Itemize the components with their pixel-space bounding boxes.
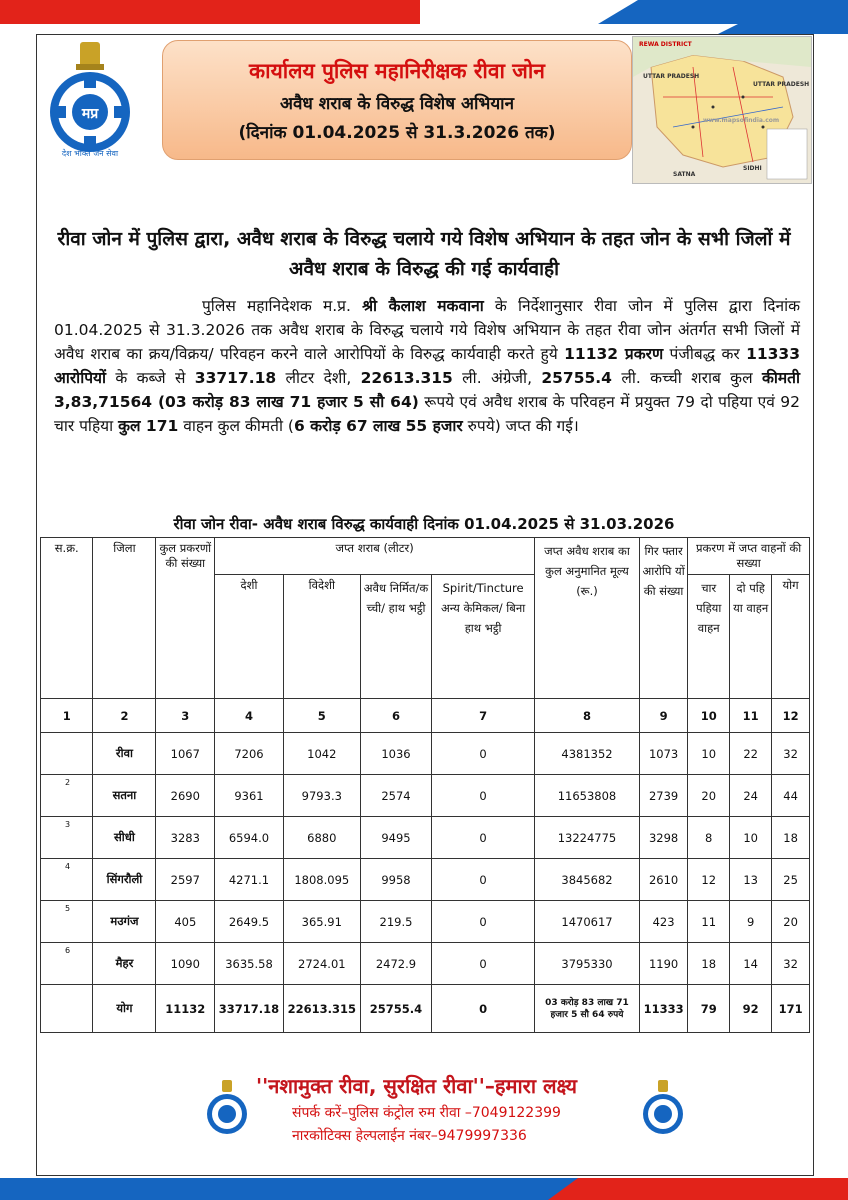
body-text: के कब्जे से [106, 369, 195, 387]
header-videshi: विदेशी [283, 575, 360, 699]
row-desi: 2649.5 [215, 901, 284, 943]
rewa-district-map [632, 36, 812, 184]
table-row [41, 859, 810, 901]
row-spirit: 0 [432, 817, 535, 859]
desi-litres: 33717.18 [194, 369, 277, 387]
row-videshi: 6880 [283, 817, 360, 859]
row-two-wheeler: 22 [730, 733, 772, 775]
row-four-wheeler: 18 [688, 943, 730, 985]
header-total: योग [772, 575, 810, 699]
header-arrested: गिर फ्तार आरोपि यों की संख्या [639, 538, 687, 699]
row-total: 25 [772, 859, 810, 901]
row-videshi: 365.91 [283, 901, 360, 943]
col-number: 11 [730, 699, 772, 733]
header-district: जिला [93, 538, 156, 699]
footer-helpline: नारकोटिक्स हेल्पलाईन नंबर–9479997336 [292, 1128, 527, 1144]
footer-contact: संपर्क करें–पुलिस कंट्रोल रुम रीवा –7049122399 [292, 1105, 561, 1121]
total-total: 171 [772, 985, 810, 1033]
row-desi: 7206 [215, 733, 284, 775]
row-sno: 3 [41, 817, 93, 859]
vehicle-value: 6 करोड़ 67 लाख 55 हजार [293, 417, 463, 435]
top-red-band [0, 0, 420, 24]
row-sno: 2 [41, 775, 93, 817]
row-spirit: 0 [432, 859, 535, 901]
body-paragraph [54, 294, 800, 438]
header-seized: जप्त शराब (लीटर) [215, 538, 535, 575]
col-number: 2 [93, 699, 156, 733]
header-cases: कुल प्रकरणों की संख्या [156, 538, 215, 699]
row-value: 3795330 [535, 943, 640, 985]
header-spirit: Spirit/Tincture अन्य केमिकल/ बिना हाथ भट्ठी [432, 575, 535, 699]
map-label: UTTAR PRADESH [753, 81, 810, 88]
total-arrested: 11333 [639, 985, 687, 1033]
row-cases: 1067 [156, 733, 215, 775]
col-number: 1 [41, 699, 93, 733]
body-text: के निर्देशानुसार रीवा जोन में पुलिस द्वारा दिनांक 01.04.2025 से 31.3.2026 तक अवैध शराब के विरुद्ध चलाये गये विशेष अभियान के तहत रीवा जोन अंतर्गत सभी जिलों में अवैध शराब का क्रय/विक्रय/ परिवहन करने वाले आरोपियों के विरुद्ध कार्यवाही करते हुये [54, 297, 801, 363]
map-label: SIDHI [743, 165, 762, 172]
table-row [41, 775, 810, 817]
row-four-wheeler: 11 [688, 901, 730, 943]
total-sno [41, 985, 93, 1033]
bottom-red-band [548, 1178, 848, 1200]
total-kachchi: 25755.4 [360, 985, 431, 1033]
row-kachchi: 9958 [360, 859, 431, 901]
col-number: 5 [283, 699, 360, 733]
row-cases: 2597 [156, 859, 215, 901]
row-spirit: 0 [432, 901, 535, 943]
body-text: पुलिस महानिदेशक म.प्र. [202, 297, 363, 315]
total-two-wheeler: 92 [730, 985, 772, 1033]
col-number: 7 [432, 699, 535, 733]
seizure-table [40, 537, 810, 1033]
row-videshi: 1042 [283, 733, 360, 775]
row-desi: 9361 [215, 775, 284, 817]
table-row [41, 733, 810, 775]
row-four-wheeler: 20 [688, 775, 730, 817]
row-two-wheeler: 24 [730, 775, 772, 817]
map-label: UTTAR PRADESH [643, 73, 700, 80]
accused-count: 11333 आरोपियों [54, 345, 800, 387]
english-litres: 22613.315 [360, 369, 453, 387]
total-desi: 33717.18 [215, 985, 284, 1033]
row-arrested: 2610 [639, 859, 687, 901]
campaign-period: (दिनांक 01.04.2025 से 31.3.2026 तक) [238, 123, 556, 143]
map-label: REWA DISTRICT [639, 41, 692, 48]
row-arrested: 3298 [639, 817, 687, 859]
row-two-wheeler: 14 [730, 943, 772, 985]
body-text: वाहन कुल कीमती ( [178, 417, 294, 435]
row-two-wheeler: 10 [730, 817, 772, 859]
row-district: मैहर [93, 943, 156, 985]
row-sno: 5 [41, 901, 93, 943]
row-kachchi: 219.5 [360, 901, 431, 943]
total-label: योग [93, 985, 156, 1033]
row-cases: 2690 [156, 775, 215, 817]
header-two-wheeler: दो पहि या वाहन [730, 575, 772, 699]
total-cases: 11132 [156, 985, 215, 1033]
col-number: 6 [360, 699, 431, 733]
cases-count: 11132 प्रकरण [564, 345, 664, 363]
kachchi-litres: 25755.4 [541, 369, 612, 387]
top-blue-band-accent [718, 24, 848, 34]
row-total: 20 [772, 901, 810, 943]
row-total: 32 [772, 733, 810, 775]
header-four-wheeler: चार पहिया वाहन [688, 575, 730, 699]
body-text: रूपये एवं अवैध शराब के परिवहन में प्रयुक्त 79 दो पहिया एवं 92 चार पहिया [54, 393, 800, 435]
map-label: SATNA [673, 171, 696, 178]
column-number-row [41, 699, 810, 733]
row-district: सिंगरौली [93, 859, 156, 901]
col-number: 10 [688, 699, 730, 733]
row-two-wheeler: 9 [730, 901, 772, 943]
total-four-wheeler: 79 [688, 985, 730, 1033]
row-four-wheeler: 8 [688, 817, 730, 859]
total-value: कीमती 3,83,71564 (03 करोड़ 83 लाख 71 हजार 5 सौ 64) [54, 369, 800, 411]
row-district: सतना [93, 775, 156, 817]
total-row [41, 985, 810, 1033]
row-spirit: 0 [432, 775, 535, 817]
total-value: 03 करोड़ 83 लाख 71 हजार 5 सौ 64 रुपये [535, 985, 640, 1033]
header-banner [162, 40, 632, 160]
header-value: जप्त अवैध शराब का कुल अनुमानित मूल्य (रू.) [535, 538, 640, 699]
body-text: ली. कच्ची शराब कुल [611, 369, 762, 387]
row-videshi: 2724.01 [283, 943, 360, 985]
row-arrested: 2739 [639, 775, 687, 817]
row-total: 44 [772, 775, 810, 817]
row-value: 1470617 [535, 901, 640, 943]
row-kachchi: 9495 [360, 817, 431, 859]
body-text: रुपये) जप्त की गई। [462, 417, 579, 435]
row-kachchi: 2472.9 [360, 943, 431, 985]
vehicle-count: कुल 171 [118, 417, 179, 435]
header-sno: स.क्र. [41, 538, 93, 699]
body-text: ली. अंग्रेजी, [452, 369, 542, 387]
table-title: रीवा जोन रीवा- अवैध शराब विरुद्ध कार्यवाही दिनांक 01.04.2025 से 31.03.2026 [173, 515, 675, 533]
mp-police-emblem-icon [40, 40, 140, 160]
office-title: कार्यालय पुलिस महानिरीक्षक रीवा जोन [249, 59, 545, 83]
row-sno [41, 733, 93, 775]
header-vehicles: प्रकरण में जप्त वाहनों की सख्या [688, 538, 810, 575]
col-number: 9 [639, 699, 687, 733]
row-desi: 3635.58 [215, 943, 284, 985]
header-desi: देशी [215, 575, 284, 699]
col-number: 12 [772, 699, 810, 733]
map-illustration-icon [633, 37, 811, 183]
row-sno: 6 [41, 943, 93, 985]
table-row [41, 817, 810, 859]
table-row [41, 943, 810, 985]
headline: रीवा जोन में पुलिस द्वारा, अवैध शराब के विरुद्ध चलाये गये विशेष अभियान के तहत जोन के सभी जिलों में अवैध शराब के विरुद्ध की गई कार्यवाही [57, 228, 791, 280]
row-value: 3845682 [535, 859, 640, 901]
row-desi: 4271.1 [215, 859, 284, 901]
total-spirit: 0 [432, 985, 535, 1033]
table-header-row [41, 538, 810, 575]
dgp-name: श्री कैलाश मकवाना [362, 297, 484, 315]
row-videshi: 9793.3 [283, 775, 360, 817]
body-text: लीटर देशी, [276, 369, 361, 387]
emblem-motto-text: देश भक्ति जन सेवा [61, 149, 119, 158]
row-cases: 3283 [156, 817, 215, 859]
col-number: 8 [535, 699, 640, 733]
row-four-wheeler: 10 [688, 733, 730, 775]
row-kachchi: 1036 [360, 733, 431, 775]
row-videshi: 1808.095 [283, 859, 360, 901]
row-district: मउगंज [93, 901, 156, 943]
header-kachchi: अवैध निर्मित/क च्ची/ हाथ भट्ठी [360, 575, 431, 699]
row-cases: 1090 [156, 943, 215, 985]
total-videshi: 22613.315 [283, 985, 360, 1033]
row-district: रीवा [93, 733, 156, 775]
row-spirit: 0 [432, 943, 535, 985]
row-four-wheeler: 12 [688, 859, 730, 901]
col-number: 4 [215, 699, 284, 733]
row-spirit: 0 [432, 733, 535, 775]
row-desi: 6594.0 [215, 817, 284, 859]
row-kachchi: 2574 [360, 775, 431, 817]
top-blue-band [598, 0, 848, 24]
footer-slogan: ''नशामुक्त रीवा, सुरक्षित रीवा''–हमारा लक्ष्य [256, 1074, 578, 1098]
body-text: पंजीबद्ध कर [663, 345, 747, 363]
row-value: 4381352 [535, 733, 640, 775]
campaign-title: अवैध शराब के विरुद्ध विशेष अभियान [279, 94, 515, 114]
row-value: 11653808 [535, 775, 640, 817]
row-district: सीधी [93, 817, 156, 859]
row-arrested: 423 [639, 901, 687, 943]
row-sno: 4 [41, 859, 93, 901]
row-total: 18 [772, 817, 810, 859]
row-cases: 405 [156, 901, 215, 943]
map-watermark: www.mapsofindia.com [703, 117, 780, 124]
row-arrested: 1073 [639, 733, 687, 775]
footer [200, 1072, 660, 1145]
row-arrested: 1190 [639, 943, 687, 985]
row-value: 13224775 [535, 817, 640, 859]
svg-text:मप्र: मप्र [81, 106, 99, 122]
row-total: 32 [772, 943, 810, 985]
row-two-wheeler: 13 [730, 859, 772, 901]
col-number: 3 [156, 699, 215, 733]
table-row [41, 901, 810, 943]
